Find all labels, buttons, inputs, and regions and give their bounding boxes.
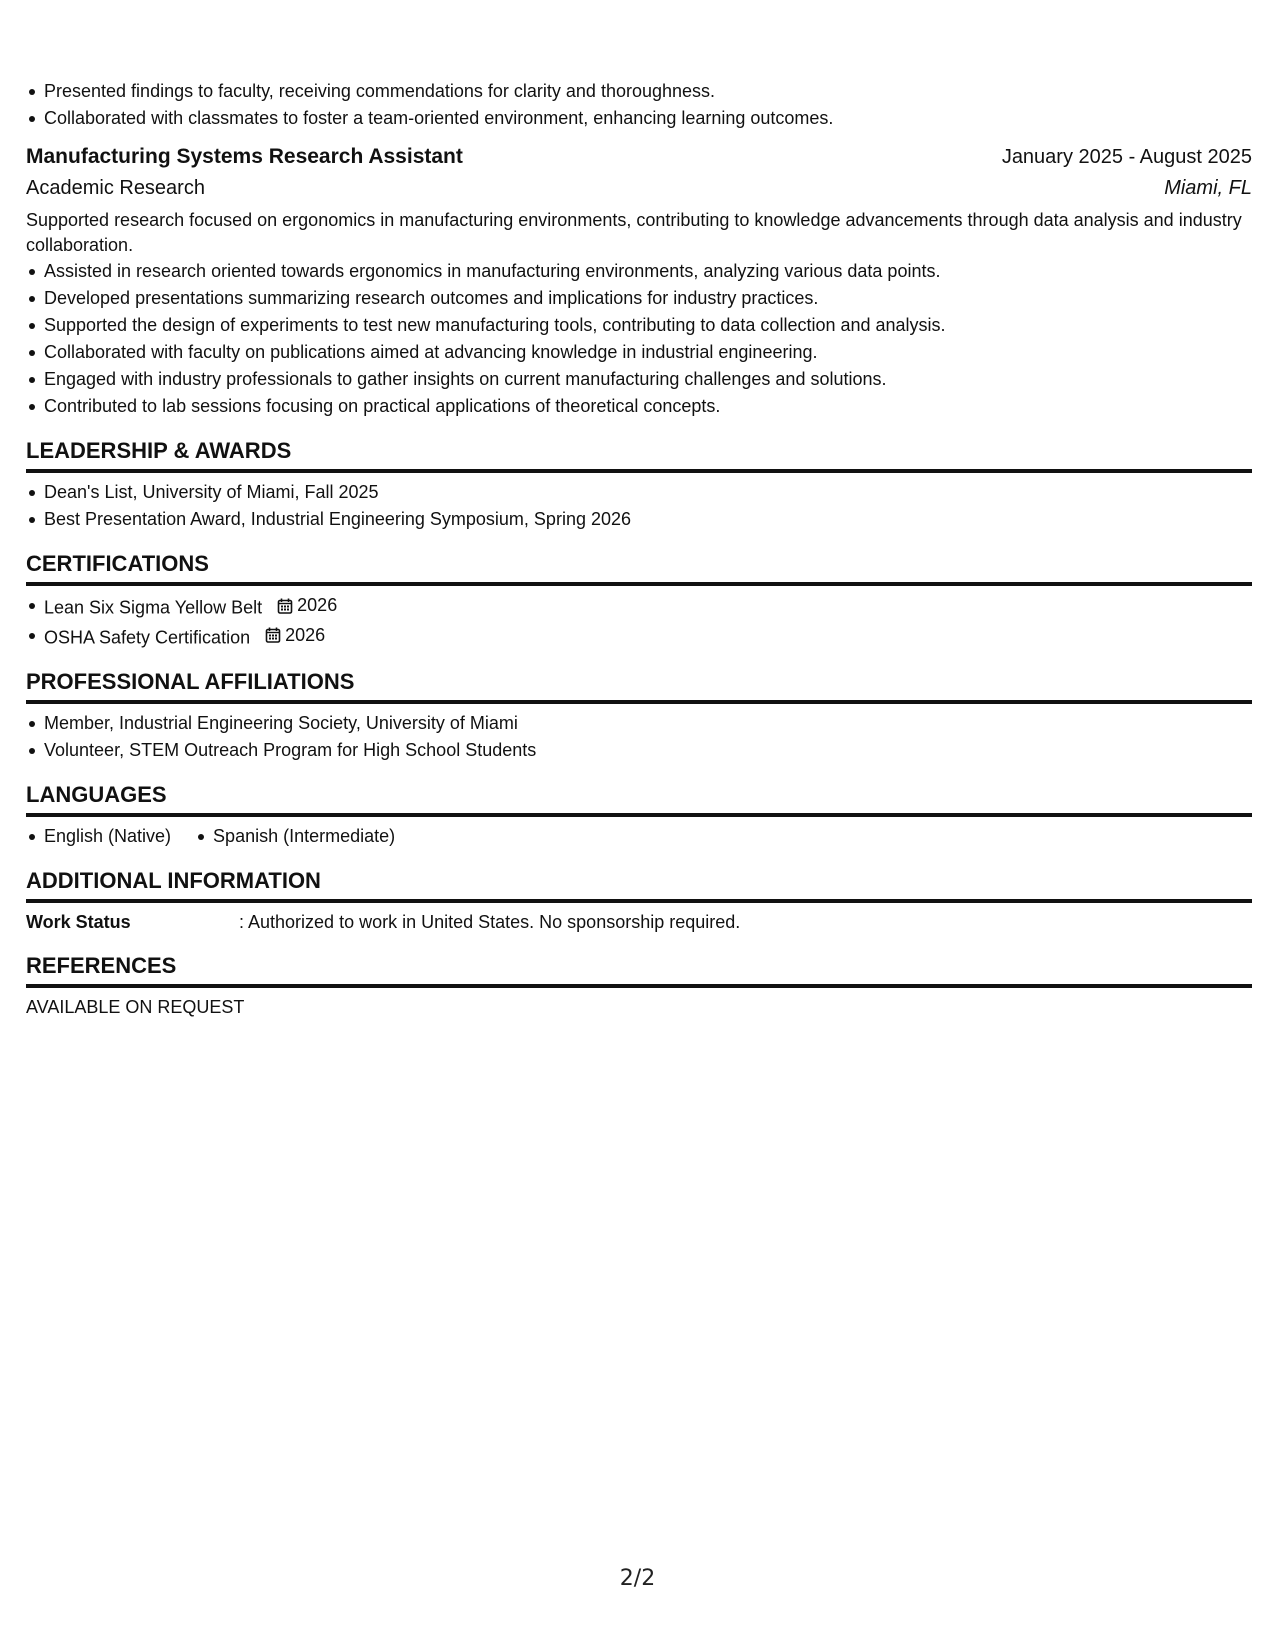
references-text: AVAILABLE ON REQUEST xyxy=(26,997,245,1017)
section-title-additional-information: ADDITIONAL INFORMATION xyxy=(26,866,1252,903)
list-item: Supported the design of experiments to test new manufacturing tools, contributing to data collection and analysis. xyxy=(26,312,1252,339)
job-organization: Academic Research xyxy=(26,177,205,199)
certification-date xyxy=(277,592,337,619)
certifications-list xyxy=(26,592,1252,651)
list-item: English (Native) xyxy=(26,823,171,850)
list-item: Member, Industrial Engineering Society, University of Miami xyxy=(26,710,1252,737)
list-item: Developed presentations summarizing research outcomes and implications for industry practices. xyxy=(26,285,1252,312)
section-title-references: REFERENCES xyxy=(26,951,1252,988)
certification-name: Lean Six Sigma Yellow Belt xyxy=(44,597,263,618)
section-title-affiliations: PROFESSIONAL AFFILIATIONS xyxy=(26,667,1252,704)
resume-page xyxy=(26,78,1252,1020)
leadership-list xyxy=(26,479,1252,533)
certification-name: OSHA Safety Certification xyxy=(44,627,251,647)
work-status-value: : Authorized to work in United States. No sponsorship required. xyxy=(239,912,741,932)
job-title: Manufacturing Systems Research Assistant xyxy=(26,145,463,168)
job-summary: Supported research focused on ergonomics in manufacturing environments, contributing to knowledge advancements through data analysis and industry collaboration. xyxy=(26,210,1242,255)
calendar-icon xyxy=(277,598,293,614)
list-item: Assisted in research oriented towards ergonomics in manufacturing environments, analyzing various data points. xyxy=(26,258,1252,285)
list-item: Engaged with industry professionals to gather insights on current manufacturing challenges and solutions. xyxy=(26,366,1252,393)
list-item: Volunteer, STEM Outreach Program for High School Students xyxy=(26,737,1252,764)
list-item: Collaborated with classmates to foster a team-oriented environment, enhancing learning outcomes. xyxy=(26,105,1252,132)
list-item: Dean's List, University of Miami, Fall 2025 xyxy=(26,479,1252,506)
work-status-row xyxy=(26,909,1252,935)
previous-job-bullets xyxy=(26,78,1252,132)
list-item: Presented findings to faculty, receiving commendations for clarity and thoroughness. xyxy=(26,78,1252,105)
page-number: 2/2 xyxy=(619,1566,656,1591)
calendar-icon xyxy=(265,627,281,643)
affiliations-list xyxy=(26,710,1252,764)
languages-list xyxy=(26,823,1252,850)
job-subheader xyxy=(26,172,1252,204)
certification-date xyxy=(265,622,325,649)
list-item: Contributed to lab sessions focusing on practical applications of theoretical concepts. xyxy=(26,393,1252,420)
section-title-leadership: LEADERSHIP & AWARDS xyxy=(26,436,1252,473)
section-title-certifications: CERTIFICATIONS xyxy=(26,549,1252,586)
list-item: Spanish (Intermediate) xyxy=(195,823,395,850)
section-title-languages: LANGUAGES xyxy=(26,780,1252,817)
job-location: Miami, FL xyxy=(1164,177,1252,199)
job-dates: January 2025 - August 2025 xyxy=(1001,146,1252,168)
work-status-label: Work Status xyxy=(26,912,131,932)
job-bullets xyxy=(26,258,1252,420)
list-item: Collaborated with faculty on publications aimed at advancing knowledge in industrial engineering. xyxy=(26,339,1252,366)
list-item xyxy=(26,592,1252,622)
job-header xyxy=(26,142,1252,172)
certification-year: 2026 xyxy=(285,624,326,645)
list-item: Best Presentation Award, Industrial Engineering Symposium, Spring 2026 xyxy=(26,506,1252,533)
list-item xyxy=(26,622,1252,652)
certification-year: 2026 xyxy=(297,595,338,615)
